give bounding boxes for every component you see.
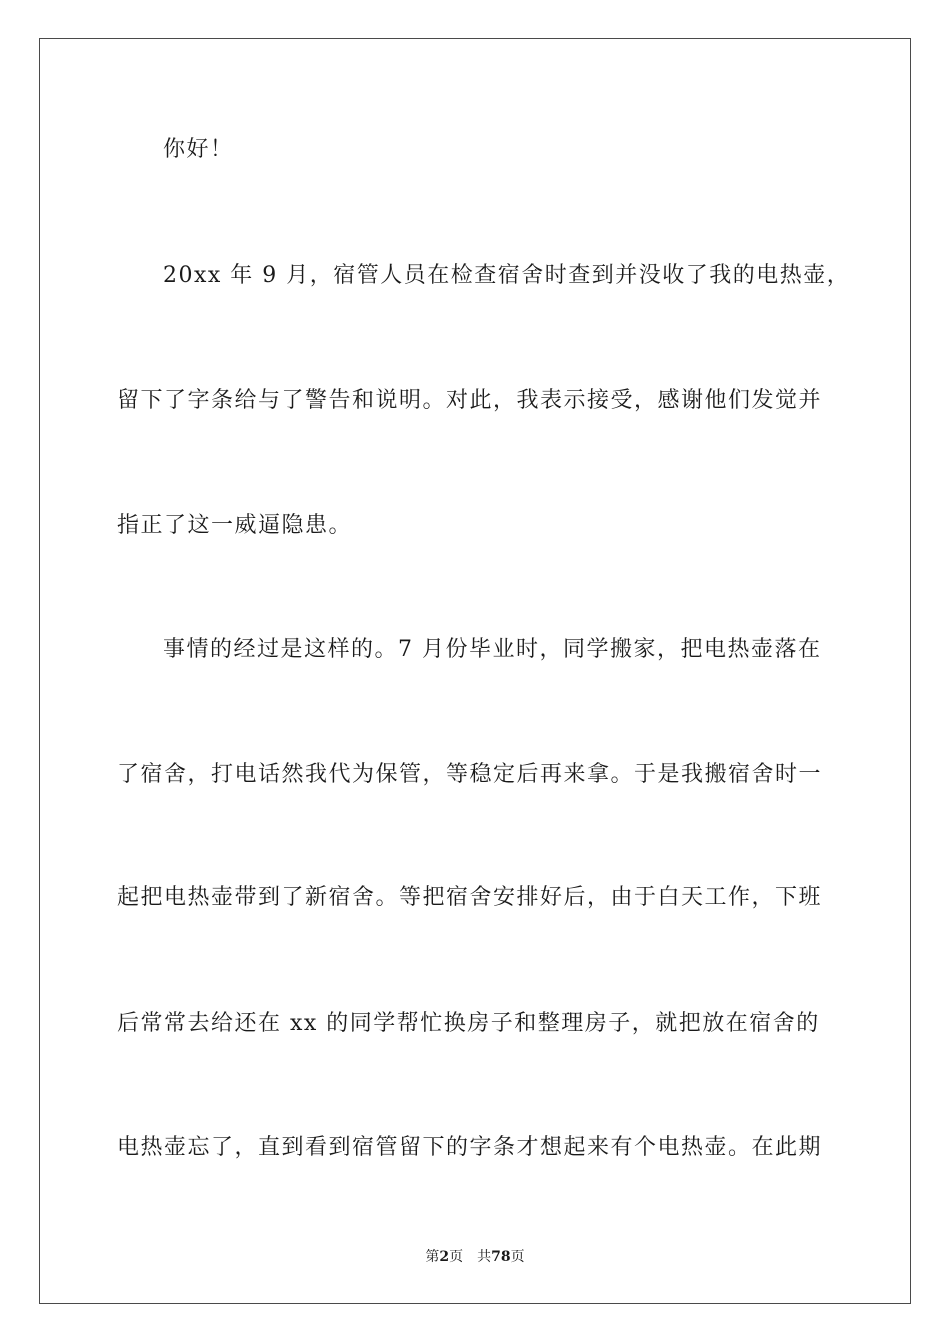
footer-page-prefix: 第 bbox=[425, 1249, 440, 1265]
page-footer bbox=[0, 1246, 950, 1266]
paragraph-2-line-3: 起把电热壶带到了新宿舍。等把宿舍安排好后，由于白天工作，下班 bbox=[117, 885, 823, 910]
paragraph-2-line-2: 了宿舍，打电话然我代为保管，等稳定后再来拿。于是我搬宿舍时一 bbox=[117, 762, 823, 787]
footer-total-suffix: 页 bbox=[510, 1249, 525, 1265]
paragraph-2-line-4: 后常常去给还在 xx 的同学帮忙换房子和整理房子，就把放在宿舍的 bbox=[117, 1011, 820, 1036]
paragraph-1-line-2: 留下了字条给与了警告和说明。对此，我表示接受，感谢他们发觉并 bbox=[117, 388, 823, 413]
paragraph-2-line-1: 事情的经过是这样的。7 月份毕业时，同学搬家，把电热壶落在 bbox=[163, 637, 822, 662]
page-border bbox=[39, 38, 911, 1304]
paragraph-1-line-1: 20xx 年 9 月，宿管人员在检查宿舍时查到并没收了我的电热壶， bbox=[163, 263, 851, 288]
footer-page-suffix: 页 bbox=[449, 1249, 464, 1265]
footer-page-number: 2 bbox=[439, 1249, 450, 1265]
greeting-line: 你好！ bbox=[163, 137, 234, 162]
paragraph-2-line-5: 电热壶忘了，直到看到宿管留下的字条才想起来有个电热壶。在此期 bbox=[117, 1135, 823, 1160]
paragraph-1-line-3: 指正了这一威逼隐患。 bbox=[117, 513, 353, 538]
footer-total-prefix: 共 bbox=[477, 1249, 492, 1265]
footer-total-pages: 78 bbox=[491, 1249, 511, 1265]
